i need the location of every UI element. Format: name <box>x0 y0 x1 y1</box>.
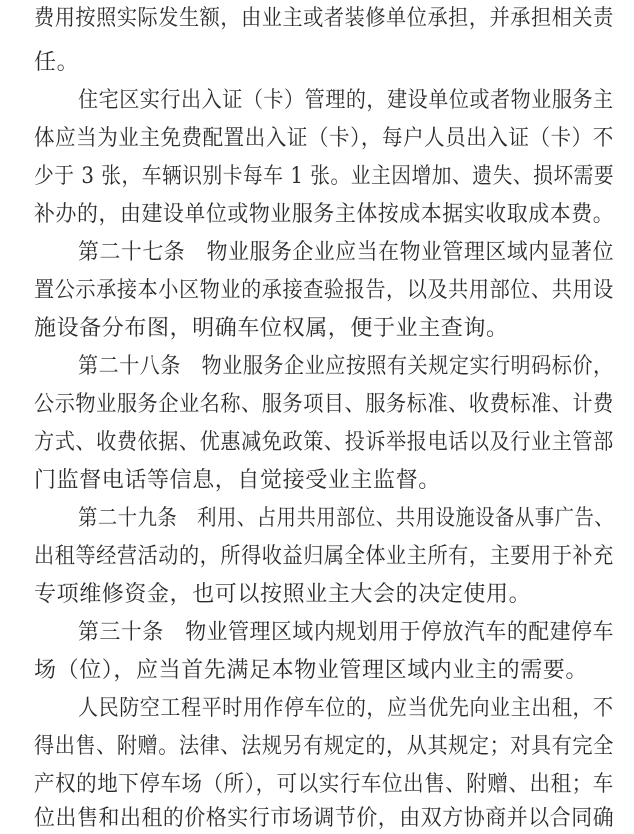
text-line: 任。 <box>34 50 80 75</box>
text-line: 补办的，由建设单位或物业服务主体按成本据实收取成本费。 <box>34 202 615 227</box>
text-line: 场（位），应当首先满足本物业管理区域内业主的需要。 <box>34 658 589 683</box>
text-line: 方式、收费依据、优惠减免政策、投诉举报电话以及行业主管部 <box>34 430 614 455</box>
text-line: 专项维修资金，也可以按照业主大会的决定使用。 <box>34 582 532 607</box>
text-line: 得出售、附赠。法律、法规另有规定的，从其规定；对具有完全 <box>34 734 614 759</box>
article-heading-line: 第三十条 物业管理区域内规划用于停放汽车的配建停车 <box>78 620 615 645</box>
text-line: 施设备分布图，明确车位权属，便于业主查询。 <box>34 316 509 341</box>
text-line: 费用按照实际发生额，由业主或者装修单位承担，并承担相关责 <box>34 6 614 31</box>
article-heading-line: 第二十八条 物业服务企业应按照有关规定实行明码标价， <box>78 354 614 379</box>
text-line: 置公示承接本小区物业的承接查验报告，以及共用部位、共用设 <box>34 278 614 303</box>
text-line: 门监督电话等信息，自觉接受业主监督。 <box>34 468 441 493</box>
text-line: 少于 3 张，车辆识别卡每车 1 张。业主因增加、遗失、损坏需要 <box>34 164 615 189</box>
text-line: 出租等经营活动的，所得收益归属全体业主所有，主要用于补充 <box>34 544 614 569</box>
text-line: 公示物业服务企业名称、服务项目、服务标准、收费标准、计费 <box>34 392 614 417</box>
text-line: 人民防空工程平时用作停车位的，应当优先向业主出租，不 <box>78 696 614 721</box>
text-line: 住宅区实行出入证（卡）管理的，建设单位或者物业服务主 <box>78 88 614 113</box>
article-heading-line: 第二十七条 物业服务企业应当在物业管理区域内显著位 <box>78 240 615 265</box>
text-line: 产权的地下停车场（所），可以实行车位出售、附赠、出租；车 <box>34 772 614 797</box>
article-heading-line: 第二十九条 利用、占用共用部位、共用设施设备从事广告、 <box>78 506 615 531</box>
text-line: 体应当为业主免费配置出入证（卡），每户人员出入证（卡）不 <box>34 126 614 151</box>
text-line: 位出售和出租的价格实行市场调节价，由双方协商并以合同确 <box>34 806 615 831</box>
